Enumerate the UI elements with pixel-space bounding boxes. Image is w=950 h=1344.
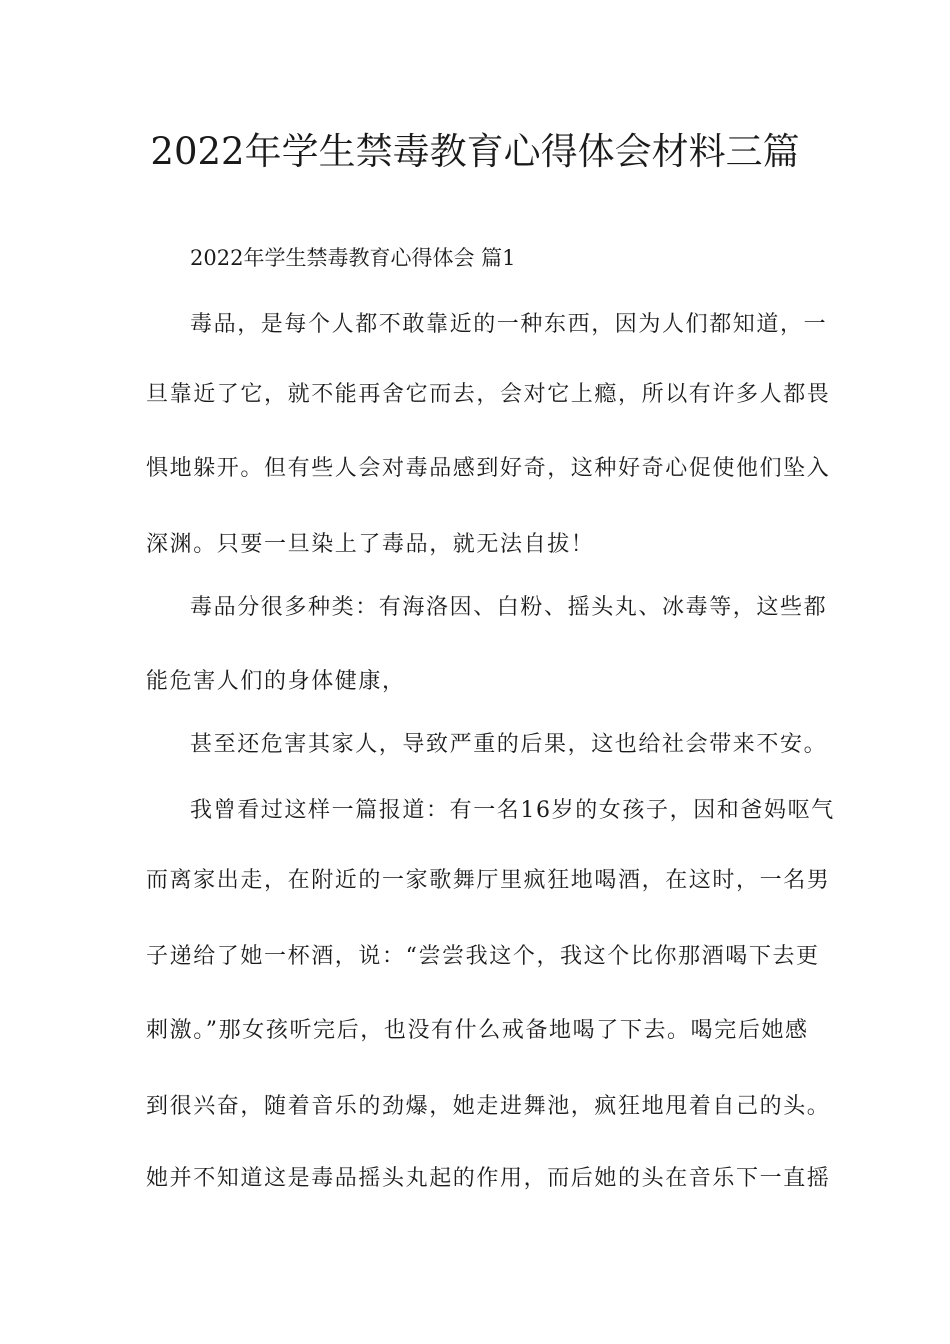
paragraph-line: 她并不知道这是毒品摇头丸起的作用，而后她的头在音乐下一直摇 [146,1166,831,1191]
section-heading: 2022年学生禁毒教育心得体会 篇1 [190,246,516,270]
paragraph-line: 刺激。”那女孩听完后，也没有什么戒备地喝了下去。喝完后她感 [146,1018,809,1043]
paragraph-line: 子递给了她一杯酒，说：“尝尝我这个，我这个比你那酒喝下去更 [146,944,820,969]
paragraph-line: 我曾看过这样一篇报道：有一名16岁的女孩子，因和爸妈呕气 [190,798,835,823]
paragraph-line: 甚至还危害其家人，导致严重的后果，这也给社会带来不安。 [190,732,828,757]
paragraph-line: 而离家出走，在附近的一家歌舞厅里疯狂地喝酒，在这时，一名男 [146,868,831,893]
paragraph-line: 能危害人们的身体健康， [146,669,406,694]
paragraph-line: 到很兴奋，随着音乐的劲爆，她走进舞池，疯狂地甩着自己的头。 [146,1094,831,1119]
document-title: 2022年学生禁毒教育心得体会材料三篇 [150,130,800,173]
paragraph-line: 惧地躲开。但有些人会对毒品感到好奇，这种好奇心促使他们坠入 [146,456,831,481]
paragraph-line: 深渊。只要一旦染上了毒品，就无法自拔！ [146,532,595,557]
paragraph-line: 旦靠近了它，就不能再舍它而去，会对它上瘾，所以有许多人都畏 [146,382,831,407]
paragraph-line: 毒品，是每个人都不敢靠近的一种东西，因为人们都知道，一 [190,312,828,337]
paragraph-line: 毒品分很多种类：有海洛因、白粉、摇头丸、冰毒等，这些都 [190,595,828,620]
